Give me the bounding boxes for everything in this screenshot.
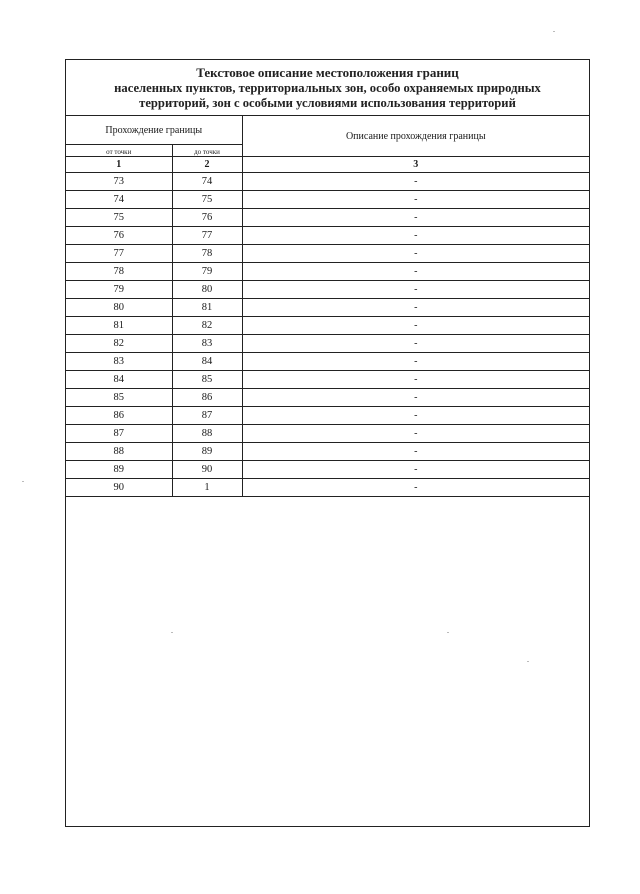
table-row [66, 443, 589, 461]
from-point-cell: 86 [66, 407, 172, 425]
to-point-cell: 78 [172, 245, 242, 263]
table-row [66, 227, 589, 245]
to-point-cell: 82 [172, 317, 242, 335]
table-row [66, 335, 589, 353]
description-cell: - [242, 389, 589, 407]
title-line-1: Текстовое описание местоположения границ [196, 65, 459, 80]
table-row [66, 407, 589, 425]
description-cell: - [242, 317, 589, 335]
table-row [66, 461, 589, 479]
from-point-cell: 74 [66, 191, 172, 209]
table-row [66, 371, 589, 389]
description-cell: - [242, 173, 589, 191]
from-point-cell: 82 [66, 335, 172, 353]
description-cell: - [242, 281, 589, 299]
from-point-cell: 89 [66, 461, 172, 479]
table-row [66, 317, 589, 335]
scan-speck [171, 632, 173, 633]
from-point-cell: 73 [66, 173, 172, 191]
scan-speck [553, 31, 555, 32]
to-point-cell: 83 [172, 335, 242, 353]
to-point-cell: 1 [172, 479, 242, 497]
description-cell: - [242, 443, 589, 461]
description-cell: - [242, 209, 589, 227]
to-point-cell: 76 [172, 209, 242, 227]
title-line-3: территорий, зон с особыми условиями использования территорий [139, 96, 516, 110]
from-point-cell: 81 [66, 317, 172, 335]
description-cell: - [242, 353, 589, 371]
title-line-2: населенных пунктов, территориальных зон, особо охраняемых природных [114, 80, 541, 95]
from-point-header: от точки [66, 145, 172, 157]
to-point-cell: 88 [172, 425, 242, 443]
description-cell: - [242, 461, 589, 479]
header-row [66, 116, 589, 145]
to-point-cell: 74 [172, 173, 242, 191]
table-row [66, 263, 589, 281]
from-point-cell: 76 [66, 227, 172, 245]
table-row [66, 209, 589, 227]
description-header: Описание прохождения границы [242, 116, 589, 157]
to-point-cell: 85 [172, 371, 242, 389]
table-row [66, 389, 589, 407]
description-cell: - [242, 299, 589, 317]
to-point-cell: 86 [172, 389, 242, 407]
description-cell: - [242, 191, 589, 209]
table-row [66, 245, 589, 263]
scan-speck [527, 661, 529, 662]
to-point-cell: 80 [172, 281, 242, 299]
to-point-cell: 75 [172, 191, 242, 209]
from-point-cell: 79 [66, 281, 172, 299]
column-number: 2 [172, 157, 242, 173]
description-cell: - [242, 425, 589, 443]
from-point-cell: 84 [66, 371, 172, 389]
from-point-cell: 85 [66, 389, 172, 407]
to-point-cell: 77 [172, 227, 242, 245]
to-point-cell: 87 [172, 407, 242, 425]
table-row [66, 425, 589, 443]
document-title [66, 60, 589, 116]
to-point-header: до точки [172, 145, 242, 157]
description-cell: - [242, 245, 589, 263]
description-cell: - [242, 407, 589, 425]
boundary-passage-header: Прохождение границы [66, 116, 242, 145]
from-point-cell: 90 [66, 479, 172, 497]
table-row [66, 479, 589, 497]
from-point-cell: 80 [66, 299, 172, 317]
from-point-cell: 88 [66, 443, 172, 461]
description-cell: - [242, 263, 589, 281]
table-row [66, 281, 589, 299]
from-point-cell: 78 [66, 263, 172, 281]
table-row [66, 353, 589, 371]
boundary-table [66, 116, 589, 497]
from-point-cell: 87 [66, 425, 172, 443]
table-row [66, 299, 589, 317]
column-number: 1 [66, 157, 172, 173]
table-row [66, 173, 589, 191]
to-point-cell: 84 [172, 353, 242, 371]
to-point-cell: 79 [172, 263, 242, 281]
scan-speck [447, 632, 449, 633]
description-cell: - [242, 371, 589, 389]
scan-speck [22, 481, 24, 482]
from-point-cell: 83 [66, 353, 172, 371]
from-point-cell: 75 [66, 209, 172, 227]
column-number-row [66, 157, 589, 173]
table-row [66, 191, 589, 209]
to-point-cell: 81 [172, 299, 242, 317]
document-frame [65, 59, 590, 827]
description-cell: - [242, 227, 589, 245]
column-number: 3 [242, 157, 589, 173]
to-point-cell: 90 [172, 461, 242, 479]
description-cell: - [242, 335, 589, 353]
description-cell: - [242, 479, 589, 497]
to-point-cell: 89 [172, 443, 242, 461]
from-point-cell: 77 [66, 245, 172, 263]
